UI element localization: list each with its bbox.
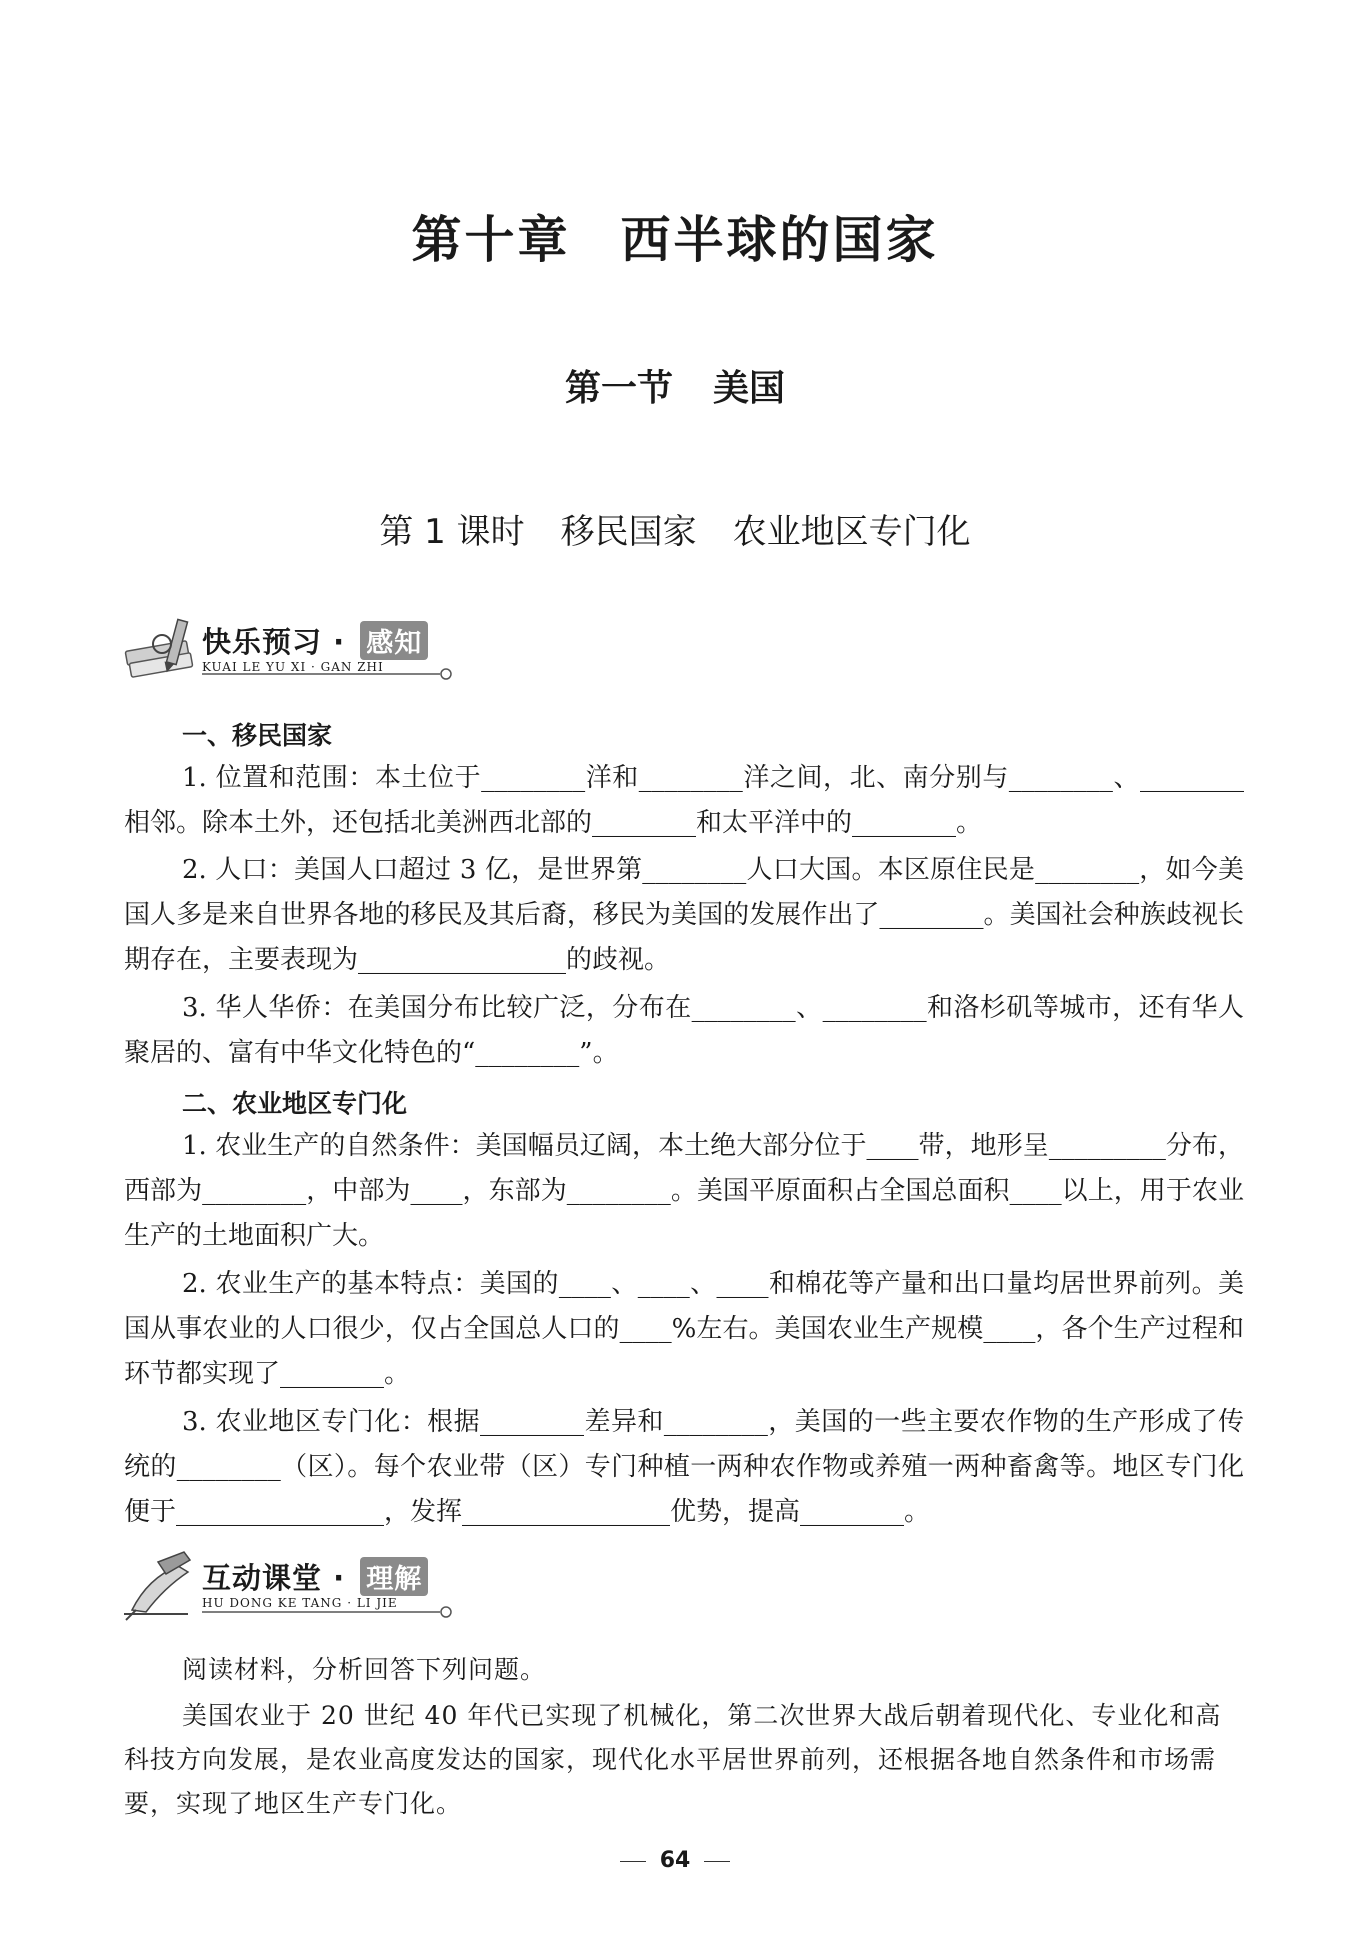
lesson-topic-1: 移民国家 [560, 512, 697, 552]
part2-item-1: 1. 农业生产的自然条件：美国幅员辽阔，本土绝大部分位于____带，地形呈_________分布，西部为________，中部为____，东部为________。美国平原面积占全国总面积____以上，用于农业生产的土地面积广大。 [124, 1131, 1244, 1251]
classroom-banner-tag: 理解 [360, 1557, 428, 1596]
preview-banner-tag: 感知 [360, 621, 428, 660]
part1-item-3: 3. 华人华侨：在美国分布比较广泛，分布在________、________和洛杉矶等城市，还有华人聚居的、富有中华文化特色的“________”。 [124, 993, 1244, 1068]
classroom-banner-subtitle: HU DONG KE TANG · LI JIE [202, 1596, 398, 1610]
lesson-title [0, 504, 1350, 553]
part2-item-2: 2. 农业生产的基本特点：美国的____、____、____和棉花等产量和出口量均居世界前列。美国从事农业的人口很少，仅占全国总人口的____%左右。美国农业生产规模____，各个生产过程和环节都实现了________。 [124, 1269, 1244, 1389]
chapter-title [0, 200, 1350, 272]
part1-item-2: 2. 人口：美国人口超过 3 亿，是世界第________人口大国。本区原住民是________，如今美国人多是来自世界各地的移民及其后裔，移民为美国的发展作出了________。美国社会种族歧视长期存在，主要表现为________________的歧视。 [124, 855, 1244, 975]
lesson-topic-2: 农业地区专门化 [732, 512, 971, 552]
chapter-name: 西半球的国家 [620, 210, 939, 269]
part1-heading: 一、移民国家 [182, 721, 333, 750]
classroom-banner [118, 1548, 458, 1638]
preview-banner-subtitle: KUAI LE YU XI · GAN ZHI [202, 660, 384, 674]
chapter-number: 第十章 [411, 210, 571, 269]
classroom-banner-title: 互动课堂 · 理解 [202, 1556, 428, 1597]
part2-heading: 二、农业地区专门化 [182, 1089, 408, 1118]
lesson-number: 第 1 课时 [379, 512, 525, 552]
part1-item-1: 1. 位置和范围：本土位于________洋和________洋之间，北、南分别与________、________相邻。除本土外，还包括北美洲西北部的________和太平洋中的________。 [124, 763, 1244, 838]
part2-item-3: 3. 农业地区专门化：根据________差异和________，美国的一些主要农作物的生产形成了传统的________（区）。每个农业带（区）专门种植一两种农作物或养殖一两种畜禽等。地区专门化便于________________，发挥________________优势，提高________。 [124, 1407, 1244, 1527]
reading-intro: 阅读材料，分析回答下列问题。 [182, 1655, 547, 1684]
section-title [0, 360, 1350, 411]
reading-material: 美国农业于 20 世纪 40 年代已实现了机械化，第二次世界大战后朝着现代化、专业化和高科技方向发展，是农业高度发达的国家，现代化水平居世界前列，还根据各地自然条件和市场需要，实现了地区生产专门化。 [124, 1701, 1222, 1818]
section-number: 第一节 [564, 368, 673, 409]
preview-banner [118, 612, 458, 702]
page-number: 64 [0, 1848, 1350, 1873]
section-name: 美国 [713, 368, 786, 409]
preview-banner-title: 快乐预习 · 感知 [202, 620, 428, 661]
